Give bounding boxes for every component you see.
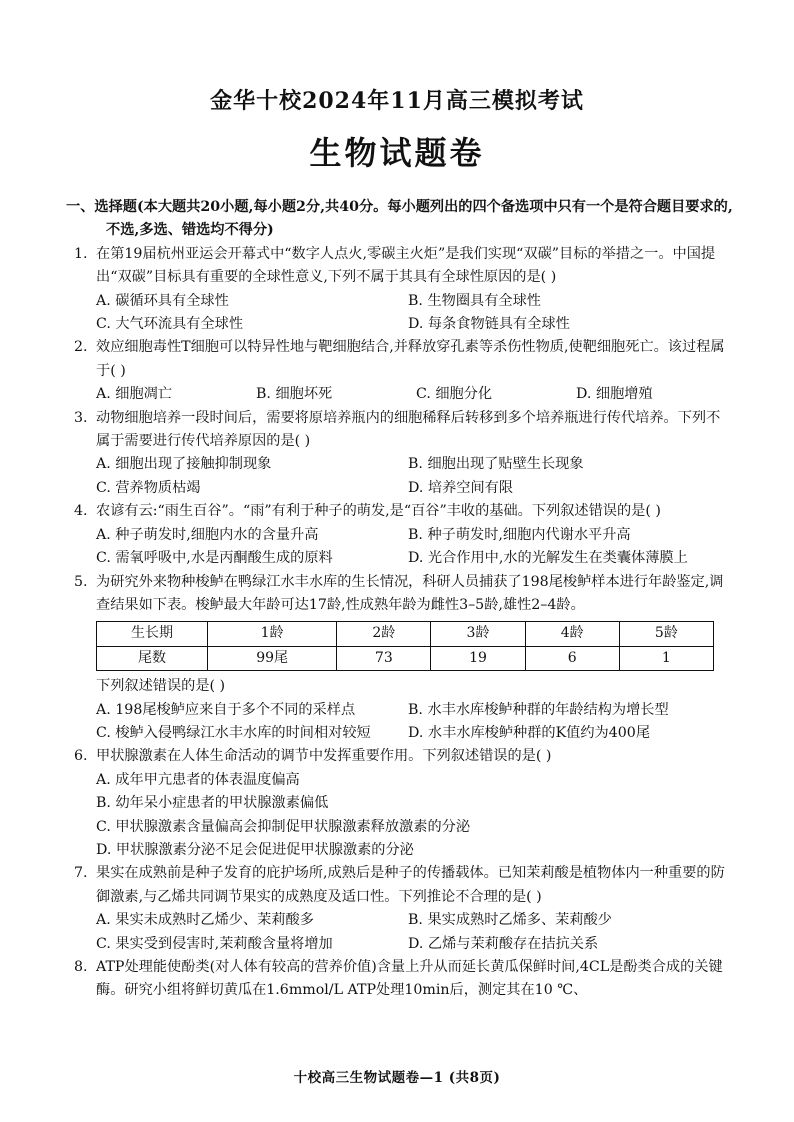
option-d: D. 甲状腺激素分泌不足会促进促甲状腺激素的分泌: [96, 841, 414, 858]
option-a: A. 碳循环具有全球性: [96, 292, 229, 309]
option-b: B. 种子萌发时,细胞内代谢水平升高: [408, 526, 631, 543]
question-5-prompt: 下列叙述错误的是( ): [96, 678, 226, 695]
option-b: B. 细胞坏死: [256, 386, 333, 403]
question-number: 4.: [74, 503, 88, 520]
option-c: C. 果实受到侵害时,茉莉酸含量将增加: [96, 935, 333, 952]
option-c: C. 营养物质枯竭: [96, 479, 201, 496]
table-cell: 生长期: [97, 622, 208, 646]
option-c: C. 大气环流具有全球性: [96, 316, 244, 333]
table-cell: 3龄: [431, 622, 525, 646]
option-c: C. 甲状腺激素含量偏高会抑制促甲状腺激素释放激素的分泌: [96, 818, 471, 835]
question-stem: ATP处理能使酚类(对人体有较高的营养价值)含量上升从而延长黄瓜保鲜时间,4CL是酚类合成的关键酶。研究小组将鲜切黄瓜在1.6mmol/L ATP处理10min后，测定其在10 ℃、: [96, 959, 723, 999]
question-8: [74, 956, 734, 1003]
question-7-options: [74, 909, 734, 956]
question-2-options: [74, 383, 734, 406]
option-d: D. 乙烯与茉莉酸存在拮抗关系: [408, 935, 599, 952]
question-stem: 效应细胞毒性T细胞可以特异性地与靶细胞结合,并释放穿孔素等杀伤性物质,使靶细胞死亡。该过程属于( ): [96, 339, 725, 379]
page-footer: 十校高三生物试题卷—1 (共8页): [293, 1070, 501, 1086]
question-5-options: [74, 699, 734, 746]
option-a: A. 种子萌发时,细胞内水的含量升高: [96, 526, 319, 543]
option-d: D. 细胞增殖: [576, 386, 653, 403]
question-stem: 果实在成熟前是种子发育的庇护场所,成熟后是种子的传播载体。已知茉莉酸是植物体内一种重要的防御激素,与乙烯共同调节果实的成熟度及适口性。下列推论不合理的是( ): [96, 865, 725, 905]
question-5: [74, 571, 734, 618]
question-4-options: [74, 524, 734, 571]
question-4: [74, 500, 734, 523]
question-3: [74, 407, 734, 454]
question-number: 3.: [74, 409, 88, 426]
table-cell: 1龄: [208, 622, 337, 646]
table-cell: 1: [619, 646, 713, 670]
option-c: C. 需氧呼吸中,水是丙酮酸生成的原料: [96, 550, 333, 567]
table-cell: 73: [337, 646, 431, 670]
table-cell: 尾数: [97, 646, 208, 670]
option-d: D. 光合作用中,水的光解发生在类囊体薄膜上: [408, 550, 688, 567]
question-stem: 在第19届杭州亚运会开幕式中“数字人点火,零碳主火炬”是我们实现“双碳”目标的举措之一。中国提出“双碳”目标具有重要的全球性意义,下列不属于其具有全球性原因的是( ): [96, 245, 716, 286]
option-a: A. 细胞凋亡: [96, 386, 173, 403]
option-b: B. 果实成熟时乙烯多、茉莉酸少: [408, 912, 612, 929]
question-number: 7.: [74, 865, 88, 882]
option-b: B. 细胞出现了贴壁生长现象: [408, 456, 584, 473]
exam-content: [66, 196, 734, 1003]
table-cell: 5龄: [619, 622, 713, 646]
question-number: 6.: [74, 748, 88, 765]
question-7: [74, 862, 734, 909]
table-cell: 6: [525, 646, 619, 670]
question-number: 8.: [74, 959, 88, 975]
option-c: C. 细胞分化: [416, 386, 493, 403]
question-number: 5.: [74, 573, 88, 590]
question-stem: 农谚有云:“雨生百谷”。“雨”有利于种子的萌发,是“百谷”丰收的基础。下列叙述错误的是( ): [96, 503, 661, 520]
option-b: B. 水丰水库梭鲈种群的年龄结构为增长型: [408, 701, 669, 718]
question-stem: 甲状腺激素在人体生命活动的调节中发挥重要作用。下列叙述错误的是( ): [96, 748, 552, 765]
question-1: [74, 243, 734, 290]
table-cell: 2龄: [337, 622, 431, 646]
section-heading: 一、选择题(本大题共20小题,每小题2分,共40分。每小题列出的四个备选项中只有一个是符合题目要求的,不选,多选、错选均不得分): [66, 199, 733, 239]
question-3-options: [74, 453, 734, 500]
age-table: [96, 621, 714, 671]
question-6: [74, 745, 734, 768]
table-cell: 4龄: [525, 622, 619, 646]
question-number: 2.: [74, 339, 88, 356]
question-number: 1.: [74, 245, 88, 262]
table-cell: 19: [431, 646, 525, 670]
table-row: [97, 646, 714, 670]
option-a: A. 198尾梭鲈应来自于多个不同的采样点: [96, 701, 356, 718]
option-a: A. 成年甲亢患者的体表温度偏高: [96, 771, 300, 788]
table-cell: 99尾: [208, 646, 337, 670]
option-a: A. 细胞出现了接触抑制现象: [96, 456, 272, 473]
option-d: D. 水丰水库梭鲈种群的K值约为400尾: [408, 724, 651, 741]
option-a: A. 果实未成熟时乙烯少、茉莉酸多: [96, 912, 314, 929]
exam-title: 金华十校2024年11月高三模拟考试: [210, 88, 584, 114]
paper-title: 生物试题卷: [309, 134, 485, 172]
option-d: D. 培养空间有限: [408, 479, 514, 496]
question-stem: 动物细胞培养一段时间后，需要将原培养瓶内的细胞稀释后转移到多个培养瓶进行传代培养。下列不属于需要进行传代培养原因的是( ): [96, 409, 721, 450]
option-b: B. 生物圈具有全球性: [408, 292, 541, 309]
question-stem: 为研究外来物种梭鲈在鸭绿江水丰水库的生长情况，科研人员捕获了198尾梭鲈样本进行年龄鉴定,调查结果如下表。梭鲈最大年龄可达17龄,性成熟年龄为雌性3–5龄,雄性2–4龄。: [96, 573, 724, 613]
option-b: B. 幼年呆小症患者的甲状腺激素偏低: [96, 795, 329, 812]
table-header-row: [97, 622, 714, 646]
question-1-options: [74, 290, 734, 337]
question-2: [74, 336, 734, 383]
option-c: C. 梭鲈入侵鸭绿江水丰水库的时间相对较短: [96, 724, 371, 741]
option-d: D. 每条食物链具有全球性: [408, 316, 570, 333]
